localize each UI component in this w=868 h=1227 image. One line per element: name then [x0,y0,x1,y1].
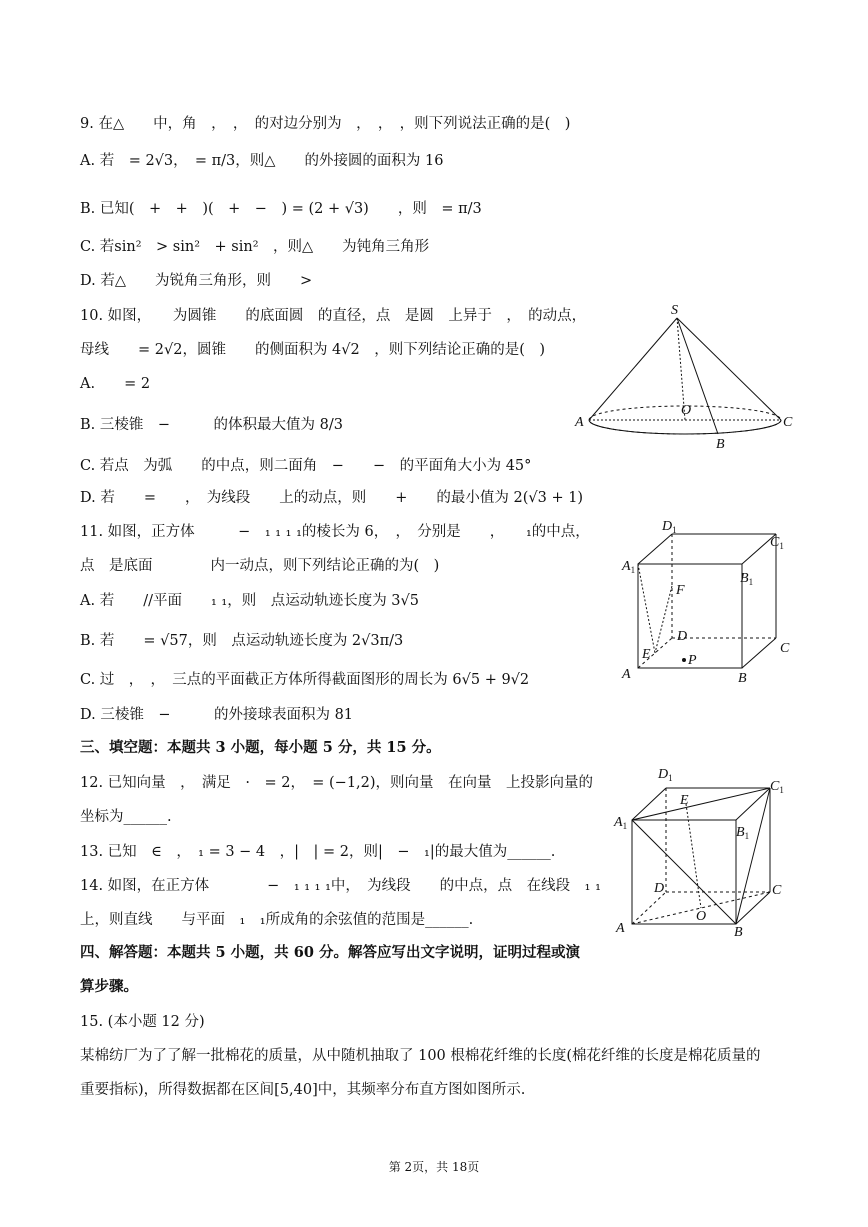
q9-option-d: D. 若△ 为锐角三角形，则 > [80,273,327,289]
cube2-figure [610,760,800,940]
cube1-label-d: D [677,629,688,644]
cube2-label-c1: $C_1$ [770,779,784,795]
cone-label-c: C [783,415,793,430]
cube1-label-c: C [780,641,790,656]
cube1-label-f: F [676,583,685,598]
section-4-heading-line1: 四、解答题：本题共 5 小题，共 60 分。解答应写出文字说明，证明过程或演 [80,944,580,961]
section-4-heading-line2: 算步骤。 [80,978,138,995]
page-footer: 第 2页，共 18页 [388,1160,480,1174]
q9-option-c: C. 若sin² > sin² + sin² ，则△ 为钝角三角形 [80,239,430,255]
cube1-label-a: A [622,667,631,682]
cube1-label-p: P [688,653,697,668]
q10-stem-line1: 10. 如图， 为圆锥 的底面圆 的直径，点 是圆 上异于 ， 的动点， [80,308,587,324]
q10-option-d: D. 若 = ， 为线段 上的动点，则 + 的最小值为 2(√3 + 1) [80,490,584,506]
cube1-figure [610,516,800,688]
q11-option-c: C. 过 ， ， 三点的平面截正方体所得截面图形的周长为 6√5 + 9√2 [80,672,530,688]
cube2-label-c: C [772,883,782,898]
q12-line2: 坐标为______. [80,809,172,825]
cube2-label-b1: $B_1$ [736,825,750,841]
cone-label-o: O [681,403,692,418]
cube2-label-e: E [680,793,689,808]
q11-option-a: A. 若 //平面 ₁ ₁，则 点运动轨迹长度为 3√5 [80,593,419,609]
cube2-label-d1: $D_1$ [658,767,673,783]
cone-label-s: S [671,303,678,318]
q15-line2: 重要指标)，所得数据都在区间[5,40]中，其频率分布直方图如图所示. [80,1082,526,1098]
q14-line1: 14. 如图，在正方体 − ₁ ₁ ₁ ₁中， 为线段 的中点，点 在线段 ₁ ₁ [80,878,601,894]
cube1-label-d1: $D_1$ [662,519,677,535]
cube2-label-d: D [654,881,665,896]
q14-line2: 上，则直线 与平面 ₁ ₁所成角的余弦值的范围是______. [80,912,474,928]
q13: 13. 已知 ∈ ， ₁ = 3 − 4 ，| | = 2，则| − ₁|的最大值为______. [80,844,556,860]
cone-figure [570,300,800,460]
q10-option-c: C. 若点 为弧 的中点，则二面角 − − 的平面角大小为 45° [80,458,532,474]
cube2-label-a1: $A_1$ [614,815,628,831]
q10-stem-line2: 母线 = 2√2，圆锥 的侧面积为 4√2 ，则下列结论正确的是( ) [80,342,546,358]
cone-label-a: A [575,415,584,430]
q9-option-a: A. 若 = 2√3， = π/3，则△ 的外接圆的面积为 16 [80,153,444,169]
cube1-label-b1: $B_1$ [740,571,754,587]
q11-stem-line2: 点 是底面 内一动点，则下列结论正确的为( ) [80,558,440,574]
section-3-heading: 三、填空题：本题共 3 小题，每小题 5 分，共 15 分。 [80,739,441,756]
q12-line1: 12. 已知向量 ， 满足 · = 2， = (−1,2)，则向量 在向量 上投影向量的 [80,775,594,791]
cube2-label-b: B [734,925,743,940]
q15-title: 15. (本小题 12 分) [80,1014,205,1030]
cube1-label-e: E [642,647,651,662]
cube1-label-a1: $A_1$ [622,559,636,575]
cube1-label-b: B [738,671,747,686]
q11-option-b: B. 若 = √57，则 点运动轨迹长度为 2√3π/3 [80,633,404,649]
q10-option-a: A. = 2 [80,376,151,392]
q11-stem-line1: 11. 如图，正方体 − ₁ ₁ ₁ ₁的棱长为 6， ， 分别是 ， ₁的中点， [80,524,590,540]
cube2-label-a: A [616,921,625,936]
cube2-label-o: O [696,909,707,924]
q9-stem: 9. 在△ 中，角 ， ， 的对边分别为 ， ， ，则下列说法正确的是( ) [80,116,571,132]
q15-line1: 某棉纺厂为了了解一批棉花的质量，从中随机抽取了 100 根棉花纤维的长度(棉花纤维的长度是棉花质量的 [80,1048,761,1064]
q11-option-d: D. 三棱锥 − 的外接球表面积为 81 [80,707,354,723]
cube1-label-c1: $C_1$ [770,535,784,551]
q10-option-b: B. 三棱锥 − 的体积最大值为 8/3 [80,417,343,433]
q9-option-b: B. 已知( + + )( + − ) = (2 + √3) ，则 = π/3 [80,201,482,217]
cone-label-b: B [716,437,725,452]
